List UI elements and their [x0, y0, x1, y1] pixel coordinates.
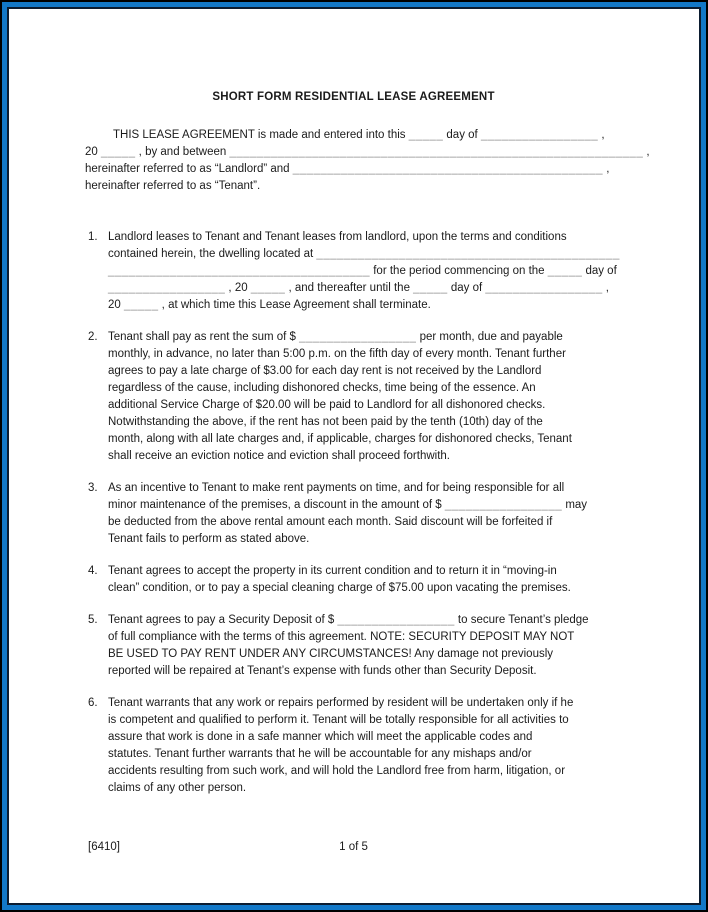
blank-field: _________________	[485, 282, 603, 294]
text-line: Tenant shall pay as rent the sum of $ _________________ per month, due and payable	[108, 331, 563, 343]
text-line: minor maintenance of the premises, a discount in the amount of $ _________________ may	[108, 499, 588, 511]
blank-field: _____	[408, 129, 444, 141]
text-line: claims of any other person.	[108, 782, 247, 794]
text-line: Tenant agrees to pay a Security Deposit of $ _________________ to secure Tenant’s pledge	[108, 614, 589, 626]
blank-field: _____	[547, 265, 583, 277]
clause-list	[85, 229, 622, 797]
text-line: Tenant fails to perform as stated above.	[108, 533, 310, 545]
lease-document-page	[85, 0, 650, 856]
clause-number: 2.	[88, 331, 98, 343]
text-line: Tenant warrants that any work or repairs performed by resident will be undertaken only if he	[108, 697, 574, 709]
blank-field: _____	[413, 282, 448, 294]
clause-item-3	[85, 480, 622, 548]
text-line: clean” condition, or to pay a special cleaning charge of $75.00 upon vacating the premises.	[108, 582, 571, 594]
text-line: accidents resulting from such work, and will hold the Landlord free from harm, litigation, or	[108, 765, 566, 777]
blank-field: _________________	[337, 614, 455, 626]
clause-text	[108, 229, 622, 314]
text-line: Tenant agrees to accept the property in its current condition and to return it in “moving-in	[108, 565, 557, 577]
text-line: assure that work is done in a safe manner which will meet the applicable codes and	[108, 731, 533, 743]
text-line: is competent and qualified to perform it. Tenant will be totally responsible for all activities to	[108, 714, 569, 726]
clause-text	[108, 612, 622, 680]
text-line: be deducted from the above rental amount each month. Said discount will be forfeited if	[108, 516, 553, 528]
clause-number: 1.	[88, 231, 98, 243]
blank-field: _____	[124, 299, 159, 311]
text-line: _________________ , 20 _____ , and thereafter until the _____ day of _________________ ,	[108, 282, 609, 294]
clause-item-2	[85, 329, 622, 465]
text-line: THIS LEASE AGREEMENT is made and entered into this _____ day of _________________ ,	[113, 129, 605, 141]
blank-field: _________________	[480, 129, 599, 141]
blank-field: _____________________________________________	[292, 163, 604, 175]
clause-text	[108, 480, 622, 548]
text-line: 20 _____ , by and between ____________________________________________________________ ,	[85, 146, 650, 158]
text-line: agrees to pay a late charge of $3.00 for each day rent is not received by the Landlord	[108, 365, 542, 377]
text-line: As an incentive to Tenant to make rent payments on time, and for being responsible for all	[108, 482, 565, 494]
clause-text	[108, 563, 622, 597]
clause-item-6	[85, 695, 622, 797]
blank-field: _____	[101, 146, 136, 158]
text-line: BE USED TO PAY RENT UNDER ANY CIRCUMSTANCES! Any damage not previously	[108, 648, 554, 660]
clause-number: 3.	[88, 482, 98, 494]
clause-item-5	[85, 612, 622, 680]
page-footer	[85, 839, 622, 856]
text-line: regardless of the cause, including dishonored checks, time being of the essence. An	[108, 382, 536, 394]
blank-field: _________________	[444, 499, 563, 511]
text-line: month, along with all late charges and, if applicable, charges for dishonored checks, Tenant	[108, 433, 572, 445]
blank-field: ____________________________________________________________	[229, 146, 644, 158]
text-line: contained herein, the dwelling located at ____________________________________________	[108, 248, 620, 260]
text-line: hereinafter referred to as “Tenant”.	[85, 180, 261, 192]
text-line: shall receive an eviction notice and eviction shall proceed forthwith.	[108, 450, 450, 462]
blank-field: _________________	[299, 331, 417, 343]
text-line: 20 _____ , at which time this Lease Agreement shall terminate.	[108, 299, 431, 311]
clause-number: 4.	[88, 565, 98, 577]
blank-field: _____	[250, 282, 286, 294]
blank-field: ______________________________________	[108, 265, 371, 277]
clause-number: 5.	[88, 614, 98, 626]
form-number: [6410]	[88, 841, 120, 853]
blank-field: ____________________________________________	[316, 248, 620, 260]
text-line: additional Service Charge of $20.00 will be paid to Landlord for all dishonored checks.	[108, 399, 546, 411]
intro-paragraph	[85, 127, 650, 195]
text-line: ______________________________________ for the period commencing on the _____ day of	[108, 265, 617, 277]
text-line: monthly, in advance, no later than 5:00 p.m. on the fifth day of every month. Tenant further	[108, 348, 566, 360]
text-line: Landlord leases to Tenant and Tenant leases from landlord, upon the terms and conditions	[108, 231, 567, 243]
page-indicator: 1 of 5	[339, 841, 368, 853]
clause-text	[108, 695, 622, 797]
clause-number: 6.	[88, 697, 98, 709]
text-line: statutes. Tenant further warrants that he will be accountable for any mishaps and/or	[108, 748, 532, 760]
document-title: SHORT FORM RESIDENTIAL LEASE AGREEMENT	[212, 91, 495, 103]
clause-text	[108, 329, 622, 465]
clause-item-1	[85, 229, 622, 314]
blank-field: _________________	[108, 282, 226, 294]
text-line: Notwithstanding the above, if the rent has not been paid by the tenth (10th) day of the	[108, 416, 543, 428]
clause-item-4	[85, 563, 622, 597]
text-line: of full compliance with the terms of this agreement. NOTE: SECURITY DEPOSIT MAY NOT	[108, 631, 575, 643]
text-line: hereinafter referred to as “Landlord” and _____________________________________________ ,	[85, 163, 610, 175]
text-line: reported will be repaired at Tenant’s expense with funds other than Security Deposit.	[108, 665, 537, 677]
